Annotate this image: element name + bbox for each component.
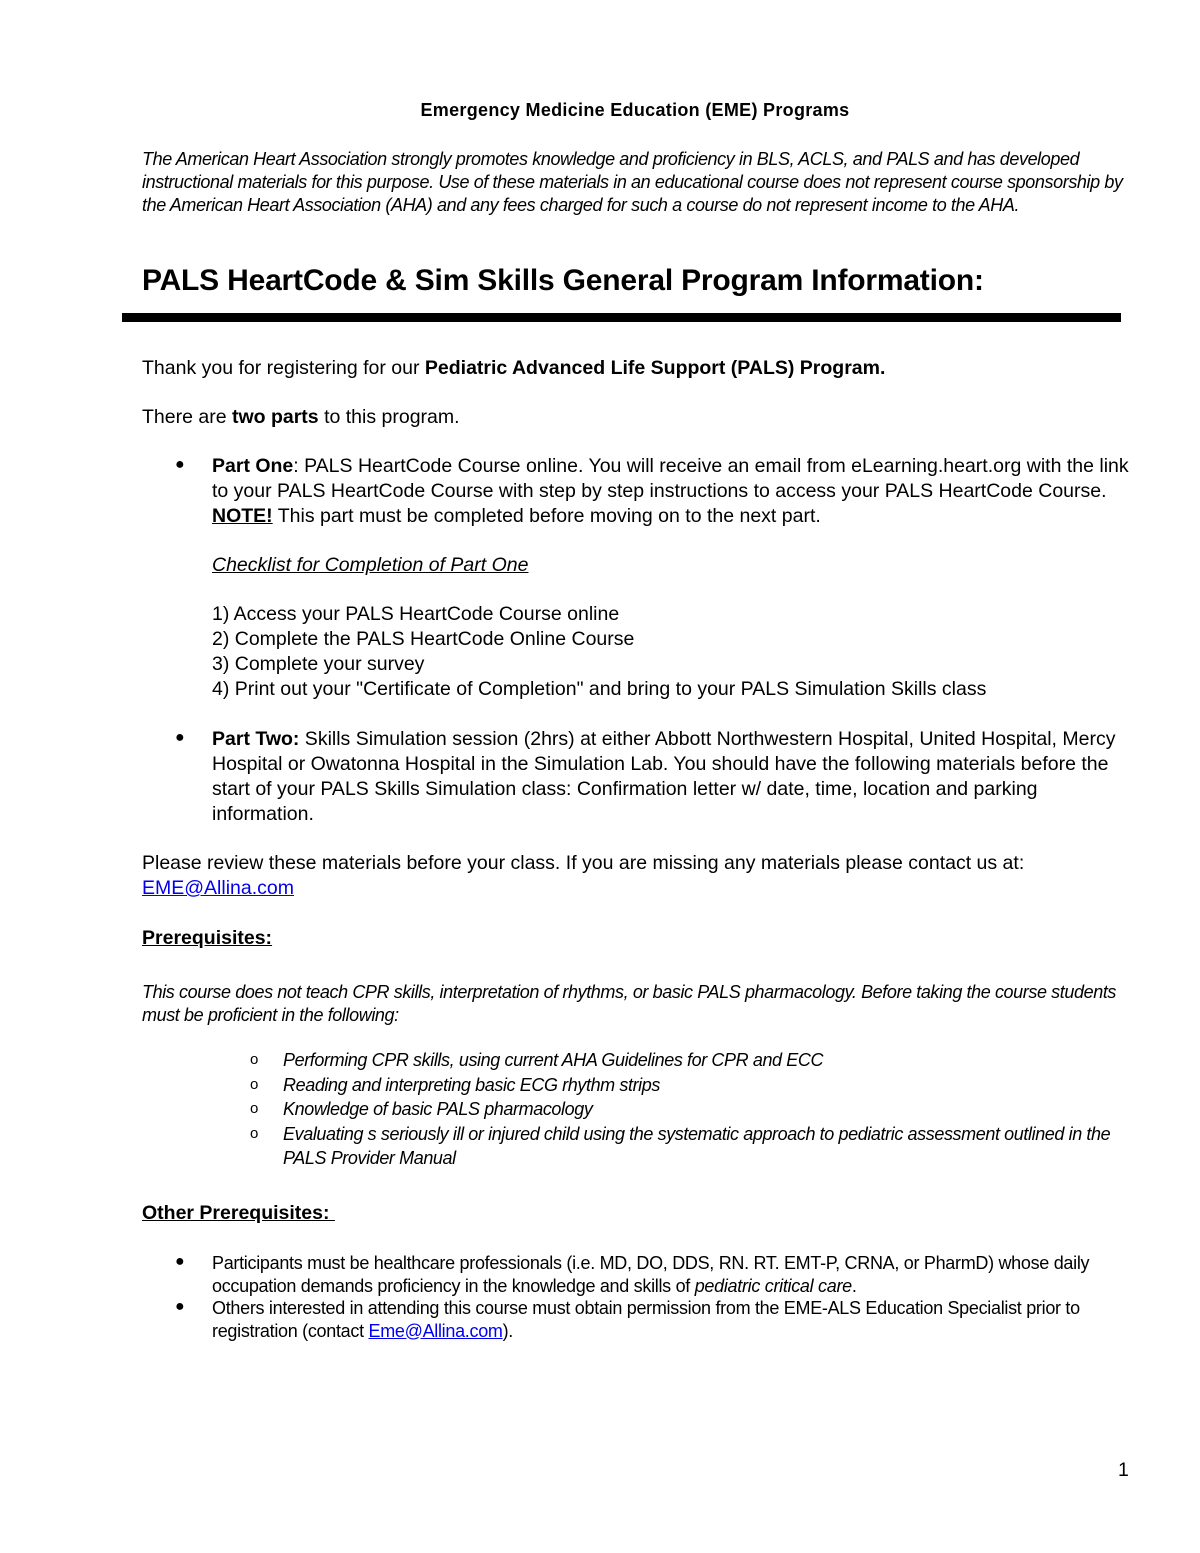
list-item — [250, 1122, 1130, 1171]
email-link[interactable]: EME@Allina.com — [142, 877, 295, 899]
parts-suffix: to this program. — [318, 406, 460, 428]
thanks-paragraph — [142, 356, 885, 381]
part-one-label: Part One — [212, 455, 294, 477]
list-item-text: Knowledge of basic PALS pharmacology — [283, 1099, 593, 1119]
thanks-text: Thank you for registering for our — [142, 357, 425, 379]
intro-paragraph: The American Heart Association strongly promotes knowledge and proficiency in BLS, ACLS, and PALS and has developed instructional materials for this purpose. Use of these materials in an educational course does not represent course sponsorship by the American Heart Association (AHA) and any fees charged for such a course do not represent income to the AHA. — [142, 149, 1123, 215]
checklist-item: 3) Complete your survey — [212, 653, 425, 675]
parts-prefix: There are — [142, 406, 232, 428]
circle-bullet-icon: o — [250, 1075, 258, 1093]
circle-bullet-icon: o — [250, 1051, 258, 1068]
checklist — [212, 602, 986, 702]
other-prereq-item — [212, 1252, 1132, 1297]
list-item — [250, 1073, 1130, 1098]
circle-bullet-icon: o — [250, 1100, 258, 1117]
part-two-text: Skills Simulation session (2hrs) at either Abbott Northwestern Hospital, United Hospital, Mercy Hospital or Owatonna Hospital in the Simulation Lab. You should have the following materials before the start of your PALS Skills Simulation class: Confirmation letter w/ date, time, location and parking information. — [212, 728, 1116, 825]
heading-rule — [122, 313, 1121, 322]
review-paragraph — [142, 851, 1132, 901]
list-item-text: Evaluating s seriously ill or injured child using the systematic approach to pediatric assessment outlined in the PALS Provider Manual — [283, 1123, 1111, 1168]
prerequisites-list — [250, 1048, 1130, 1171]
other-prereq-text: Participants must be healthcare professionals (i.e. MD, DO, DDS, RN. RT. EMT-P, CRNA, or PharmD) whose daily occupation demands proficiency in the knowledge and skills of — [212, 1253, 1090, 1296]
list-item-text: Reading and interpreting basic ECG rhythm strips — [283, 1074, 660, 1095]
list-item — [250, 1048, 1130, 1073]
circle-bullet-icon: o — [250, 1124, 258, 1142]
bullet-icon: ● — [175, 729, 185, 746]
other-prereq-italic: pediatric critical care — [694, 1275, 852, 1296]
parts-paragraph — [142, 405, 460, 430]
checklist-item: 2) Complete the PALS HeartCode Online Course — [212, 628, 635, 650]
part-two-item — [212, 727, 1117, 827]
checklist-item: 1) Access your PALS HeartCode Course online — [212, 603, 620, 625]
other-prerequisites-title: Other Prerequisites: — [142, 1202, 335, 1224]
section-heading: PALS HeartCode & Sim Skills General Program Information: — [142, 264, 984, 297]
review-text: Please review these materials before your class. If you are missing any materials please contact us at: — [142, 852, 1025, 874]
bullet-icon: ● — [175, 1253, 185, 1270]
parts-bold: two parts — [231, 406, 319, 428]
part-two-label: Part Two: — [212, 728, 300, 750]
list-item-text: Performing CPR skills, using current AHA Guidelines for CPR and ECC — [283, 1050, 824, 1070]
punctuation: . — [851, 1275, 857, 1296]
part-one-item — [212, 454, 1137, 529]
bullet-icon: ● — [175, 456, 185, 473]
part-one-text: : PALS HeartCode Course online. You will receive an email from eLearning.heart.org with the link to your PALS HeartCode Course with step by step instructions to access your PALS HeartCode Course. — [212, 455, 1129, 502]
list-item — [250, 1097, 1130, 1122]
other-prereq-text: Others interested in attending this course must obtain permission from the EME-ALS Education Specialist prior to registration (contact — [212, 1298, 1080, 1341]
email-link[interactable]: Eme@Allina.com — [368, 1320, 503, 1341]
page-number: 1 — [1118, 1459, 1129, 1481]
prerequisites-text: This course does not teach CPR skills, interpretation of rhythms, or basic PALS pharmacology. Before taking the course students must be proficient in the following: — [142, 982, 1117, 1025]
program-name: Pediatric Advanced Life Support (PALS) Program. — [424, 357, 886, 379]
part-one-note-text: This part must be completed before moving on to the next part. — [272, 505, 821, 527]
note-label: NOTE! — [212, 505, 273, 527]
checklist-title: Checklist for Completion of Part One — [212, 554, 529, 576]
prerequisites-title: Prerequisites: — [142, 927, 273, 949]
bullet-icon: ● — [175, 1298, 185, 1315]
checklist-item: 4) Print out your "Certificate of Completion" and bring to your PALS Simulation Skills class — [212, 678, 987, 700]
document-title: Emergency Medicine Education (EME) Programs — [420, 100, 850, 120]
punctuation: ). — [502, 1320, 514, 1341]
other-prereq-item — [212, 1297, 1137, 1342]
